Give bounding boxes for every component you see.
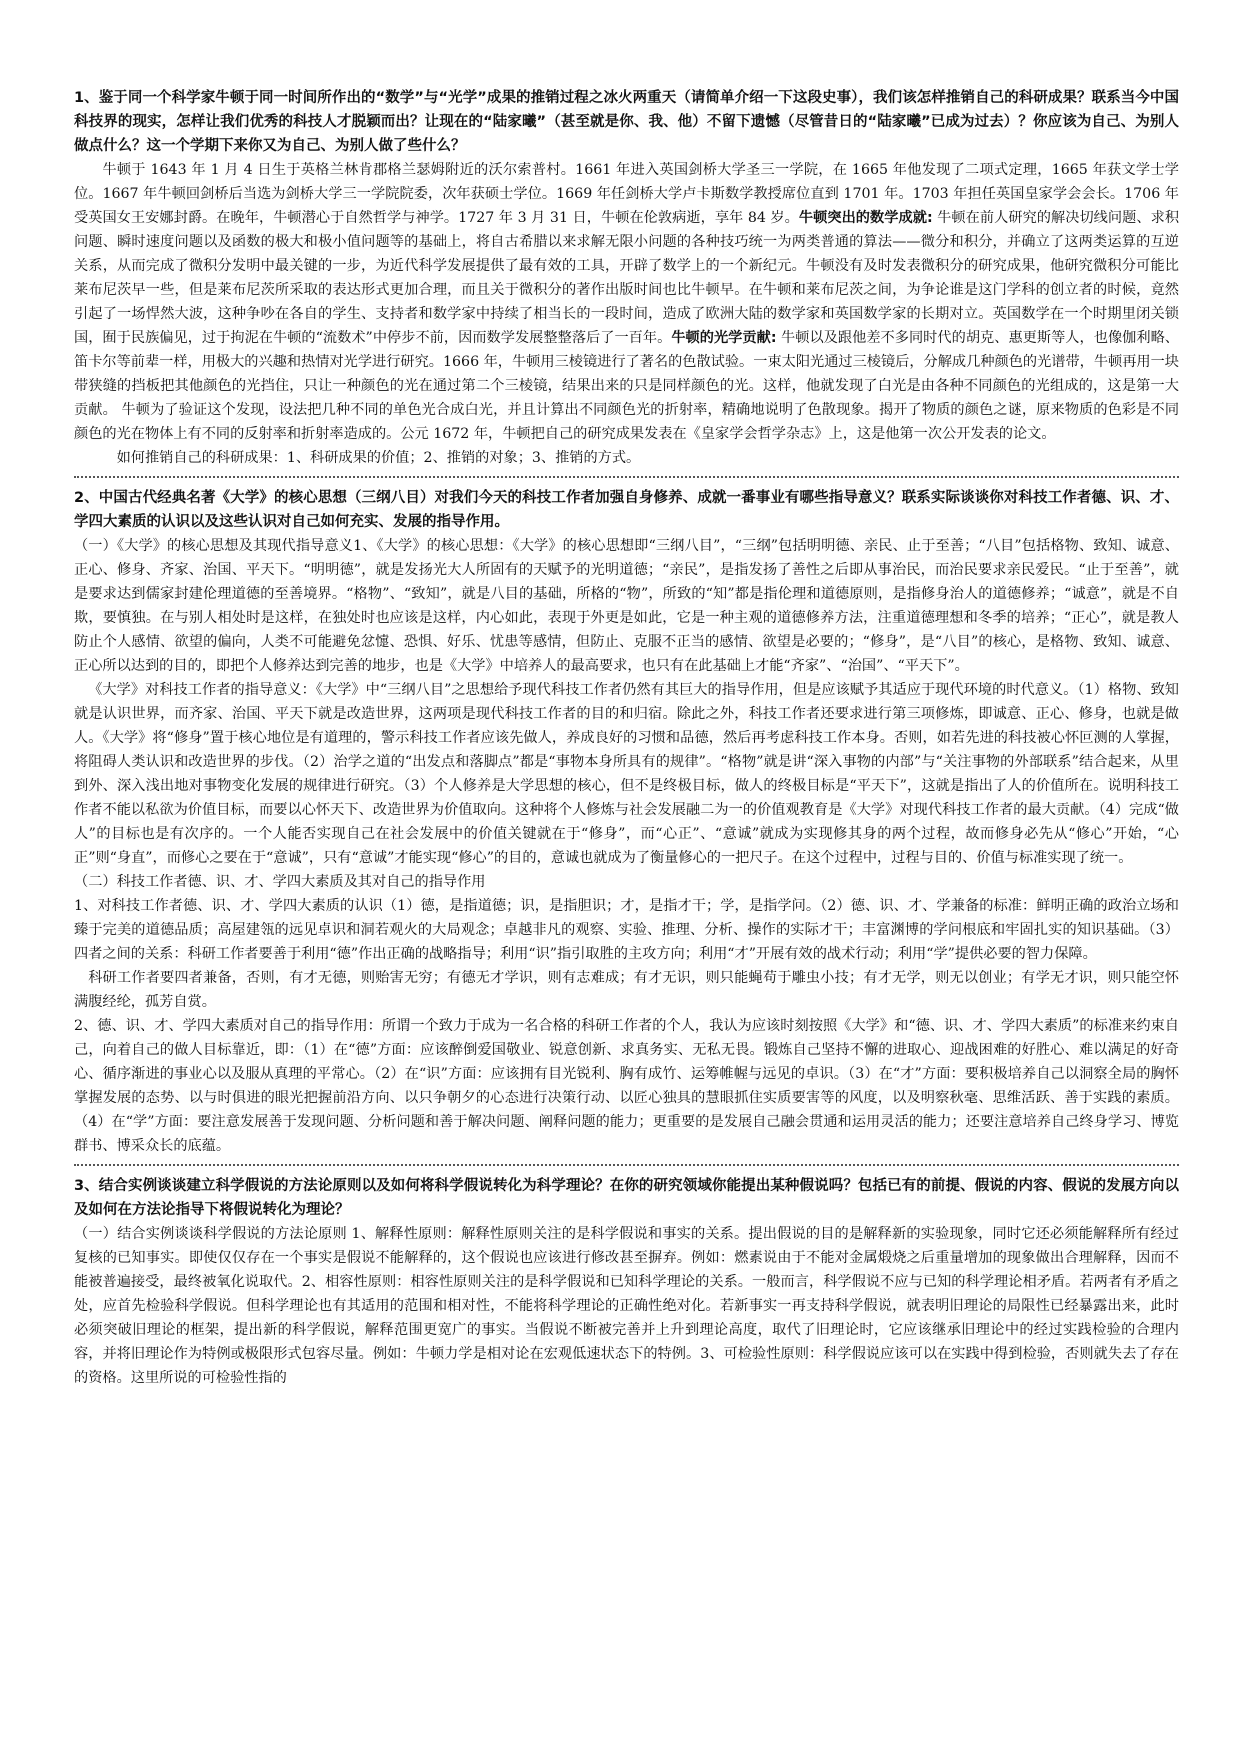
answer-paragraph [74, 158, 1179, 446]
question-heading-1: 1、鉴于同一个科学家牛顿于同一时间所作出的“数学”与“光学”成果的推销过程之冰火两重天（请简单介绍一下这段史事），我们该怎样推销自己的科研成果？联系当今中国科技界的现实，怎样让我们优秀的科技人才脱颖而出？让现在的“陆家曦”（甚至就是你、我、他）不留下遗憾（尽管昔日的“陆家曦”已成为过去）？你应该为自己、为别人做点什么？这一个学期下来你又为自己、为别人做了些什么？ [74, 90, 1179, 154]
body-text: 牛顿以及跟他差不多同时代的胡克、惠更斯等人，也像伽利略、笛卡尔等前辈一样，用极大的兴趣和热情对光学进行研究。1666 年，牛顿用三棱镜进行了著名的色散试验。一束太阳光通过三棱镜后，分解成几种颜色的光谱带，牛顿再用一块带狭缝的挡板把其他颜色的光挡住，只让一种颜色的光在通过第二个三棱镜，结果出来的只是同样颜色的光。这样，他就发现了白光是由各种不同颜色的光组成的，这是第一大贡献。 牛顿为了验证这个发现，设法把几种不同的单色光合成白光，并且计算出不同颜色光的折射率，精确地说明了色散现象。揭开了物质的颜色之谜，原来物质的色彩是不同颜色的光在物体上有不同的反射率和折射率造成的。公元 1672 年，牛顿把自己的研究成果发表在《皇家学会哲学杂志》上，这是他第一次公开发表的论文。 [74, 330, 1179, 442]
question-heading-3: 3、结合实例谈谈建立科学假说的方法论原则以及如何将科学假说转化为科学理论？在你的研究领域你能提出某种假说吗？包括已有的前提、假说的内容、假说的发展方向以及如何在方法论指导下将假说转化为理论？ [74, 1178, 1179, 1218]
section-divider [74, 476, 1179, 478]
answer-paragraph: 2、德、识、才、学四大素质对自己的指导作用：所谓一个致力于成为一名合格的科研工作者的个人，我认为应该时刻按照《大学》和“德、识、才、学四大素质”的标准来约束自己，向着自己的做人目标靠近，即：（1）在“德”方面：应该醉倒爱国敬业、锐意创新、求真务实、无私无畏。锻炼自己坚持不懈的进取心、迎战困难的好胜心、难以满足的好奇心、循序渐进的事业心以及服从真理的平常心。（2）在“识”方面：应该拥有目光锐利、胸有成竹、运筹帷幄与远见的卓识。（3）在“才”方面：要积极培养自己以洞察全局的胸怀掌握发展的态势、以与时俱进的眼光把握前沿方向、以只争朝夕的心态进行决策行动、以匠心独具的慧眼抓住实质要害等的风度，以及明察秋毫、思维活跃、善于实践的素质。（4）在“学”方面：要注意发展善于发现问题、分析问题和善于解决问题、阐释问题的能力；更重要的是发展自己融会贯通和运用灵活的能力；还要注意培养自己终身学习、博览群书、博采众长的底蕴。 [74, 1018, 1179, 1154]
question-heading-2: 2、中国古代经典名著《大学》的核心思想（三纲八目）对我们今天的科技工作者加强自身修养、成就一番事业有哪些指导意义？联系实际谈谈你对科技工作者德、识、才、学四大素质的认识以及这些认识对自己如何充实、发展的指导作用。 [74, 490, 1179, 530]
answer-paragraph: 如何推销自己的科研成果：1、科研成果的价值；2、推销的对象；3、推销的方式。 [116, 450, 641, 466]
bold-subheading: 牛顿突出的数学成就: [798, 210, 933, 226]
question-section-1 [74, 86, 1179, 470]
answer-paragraph: （一）结合实例谈谈科学假说的方法论原则 1、解释性原则：解释性原则关注的是科学假说和事实的关系。提出假说的目的是解释新的实验现象，同时它还必须能解释所有经过复核的已知事实。即使仅仅存在一个事实是假说不能解释的，这个假说也应该进行修改甚至摒弃。例如：燃素说由于不能对金属煅烧之后重量增加的现象做出合理解释，因而不能被普遍接受，最终被氧化说取代。2、相容性原则：相容性原则关注的是科学假说和已知科学理论的关系。一般而言，科学假说不应与已知的科学理论相矛盾。若两者有矛盾之处，应首先检验科学假说。但科学理论也有其适用的范围和相对性，不能将科学理论的正确性绝对化。若新事实一再支持科学假说，就表明旧理论的局限性已经暴露出来，此时必须突破旧理论的框架，提出新的科学假说，解释范围更宽广的事实。当假说不断被完善并上升到理论高度，取代了旧理论时，它应该继承旧理论中的经过实践检验的合理内容，并将旧理论作为特例或极限形式包容尽量。例如：牛顿力学是相对论在宏观低速状态下的特例。3、可检验性原则：科学假说应该可以在实践中得到检验，否则就失去了存在的资格。这里所说的可检验性指的 [74, 1226, 1179, 1386]
question-section-2 [74, 486, 1179, 1158]
body-text: 牛顿在前人研究的解决切线问题、求积问题、瞬时速度问题以及函数的极大和极小值问题等的基础上，将自古希腊以来求解无限小问题的各种技巧统一为两类普通的算法——微分和积分，并确立了这两类运算的互逆关系，从而完成了微积分发明中最关键的一步，为近代科学发展提供了最有效的工具，开辟了数学上的一个新纪元。牛顿没有及时发表微积分的研究成果，他研究微积分可能比莱布尼茨早一些，但是莱布尼茨所采取的表达形式更加合理，而且关于微积分的著作出版时间也比牛顿早。在牛顿和莱布尼茨之间，为争论谁是这门学科的创立者的时候，竟然引起了一场悍然大波，这种争吵在各自的学生、支持者和数学家中持续了相当长的一段时间，造成了欧洲大陆的数学家和英国数学家的长期对立。英国数学在一个时期里闭关锁国，囿于民族偏见，过于拘泥在牛顿的“流数术”中停步不前，因而数学发展整整落后了一百年。 [74, 210, 1180, 346]
answer-paragraph: （一）《大学》的核心思想及其现代指导意义1、《大学》的核心思想：《大学》的核心思想即“三纲八目”，“三纲”包括明明德、亲民、止于至善；“八目”包括格物、致知、诚意、正心、修身、齐家、治国、平天下。“明明德”，就是发扬光大人所固有的天赋予的光明道德；“亲民”，是指发扬了善性之后即从事治民，而治民要求亲民爱民。“止于至善”，就是要求达到儒家封建伦理道德的至善境界。“格物”、“致知”，就是八目的基础，所格的“物”，所致的“知”都是指伦理和道德原则，是指修身治人的道德修养；“诚意”，就是不自欺，要慎独。在与别人相处时是这样，在独处时也应该是这样，内心如此，表现于外更是如此，它是一种主观的道德修养方法，注重道德理想和冬季的培养；“正心”，就是教人防止个人感情、欲望的偏向，人类不可能避免忿懥、恐惧、好乐、忧患等感情，但防止、克服不正当的感情、欲望是必要的；“修身”，是“八目”的核心，是格物、致知、诚意、正心所以达到的目的，即把个人修养达到完善的地步，也是《大学》中培养人的最高要求，也只有在此基础上才能“齐家”、“治国”、“平天下”。 [74, 538, 1179, 674]
answer-paragraph: 《大学》对科技工作者的指导意义：《大学》中“三纲八目”之思想给予现代科技工作者仍然有其巨大的指导作用，但是应该赋予其适应于现代环境的时代意义。（1）格物、致知就是认识世界，而齐家、治国、平天下就是改造世界，这两项是现代科技工作者的目的和归宿。除此之外，科技工作者还要求进行第三项修炼，即诚意、正心、修身，也就是做人。《大学》将“修身”置于核心地位是有道理的，警示科技工作者应该先做人，养成良好的习惯和品德，然后再考虑科技工作本身。否则，如若先进的科技被心怀叵测的人掌握，将阻碍人类认识和改造世界的步伐。（2）治学之道的“出发点和落脚点”都是“事物本身所具有的规律”。“格物”就是讲“深入事物的内部”与“关注事物的外部联系”结合起来，从里到外、深入浅出地对事物变化发展的规律进行研究。（3）个人修养是大学思想的核心，但不是终极目标，做人的终极目标是“平天下”，这就是指出了人的价值所在。说明科技工作者不能以私欲为价值目标，而要以心怀天下、改造世界为价值取向。这种将个人修炼与社会发展融二为一的价值观教育是《大学》对现代科技工作者的最大贡献。（4）完成“做人”的目标也是有次序的。一个人能否实现自己在社会发展中的价值关键就在于“修身”，而“心正”、“意诚”就成为实现修其身的两个过程，故而修身必先从“修心”开始，“心正”则“身直”，而修心之要在于“意诚”，只有“意诚”才能实现“修心”的目的，意诚也就成为了衡量修心的一把尺子。在这个过程中，过程与目的、价值与标准实现了统一。 [74, 682, 1179, 866]
answer-paragraph: 科研工作者要四者兼备，否则，有才无德，则贻害无穷；有德无才学识，则有志难成；有才无识，则只能蝇苟于雕虫小技；有才无学，则无以创业；有学无才识，则只能空怀满腹经纶，孤芳自赏。 [74, 970, 1179, 1010]
answer-paragraph: 1、对科技工作者德、识、才、学四大素质的认识（1）德，是指道德；识，是指胆识；才，是指才干；学，是指学问。（2）德、识、才、学兼备的标准：鲜明正确的政治立场和臻于完美的道德品质；高屋建瓴的远见卓识和洞若观火的大局观念；卓越非凡的观察、实验、推理、分析、操作的实际才干；丰富渊博的学问根底和牢固扎实的知识基础。（3）四者之间的关系：科研工作者要善于利用“德”作出正确的战略指导；利用“识”指引取胜的主攻方向；利用“才”开展有效的战术行动；利用“学”提供必要的智力保障。 [74, 898, 1179, 962]
answer-subheading: （二）科技工作者德、识、才、学四大素质及其对自己的指导作用 [74, 874, 486, 890]
body-text: 牛顿于 1643 年 1 月 4 日生于英格兰林肯郡格兰瑟姆附近的沃尔索普村。1661 年进入英国剑桥大学圣三一学院，在 1665 年他发现了二项式定理，1665 年获文学士学位。1667 年牛顿回剑桥后当选为剑桥大学三一学院院委，次年获硕士学位。1669 年任剑桥大学卢卡斯数学教授席位直到 1701 年。1703 年担任英国皇家学会会长。1706 年受英国女王安娜封爵。在晚年，牛顿潜心于自然哲学与神学。1727 年 3 月 31 日，牛顿在伦敦病逝，享年 84 岁。 [74, 162, 1179, 226]
bold-subheading: 牛顿的光学贡献: [671, 330, 777, 346]
question-section-3 [74, 1174, 1179, 1390]
section-divider [74, 1164, 1179, 1166]
